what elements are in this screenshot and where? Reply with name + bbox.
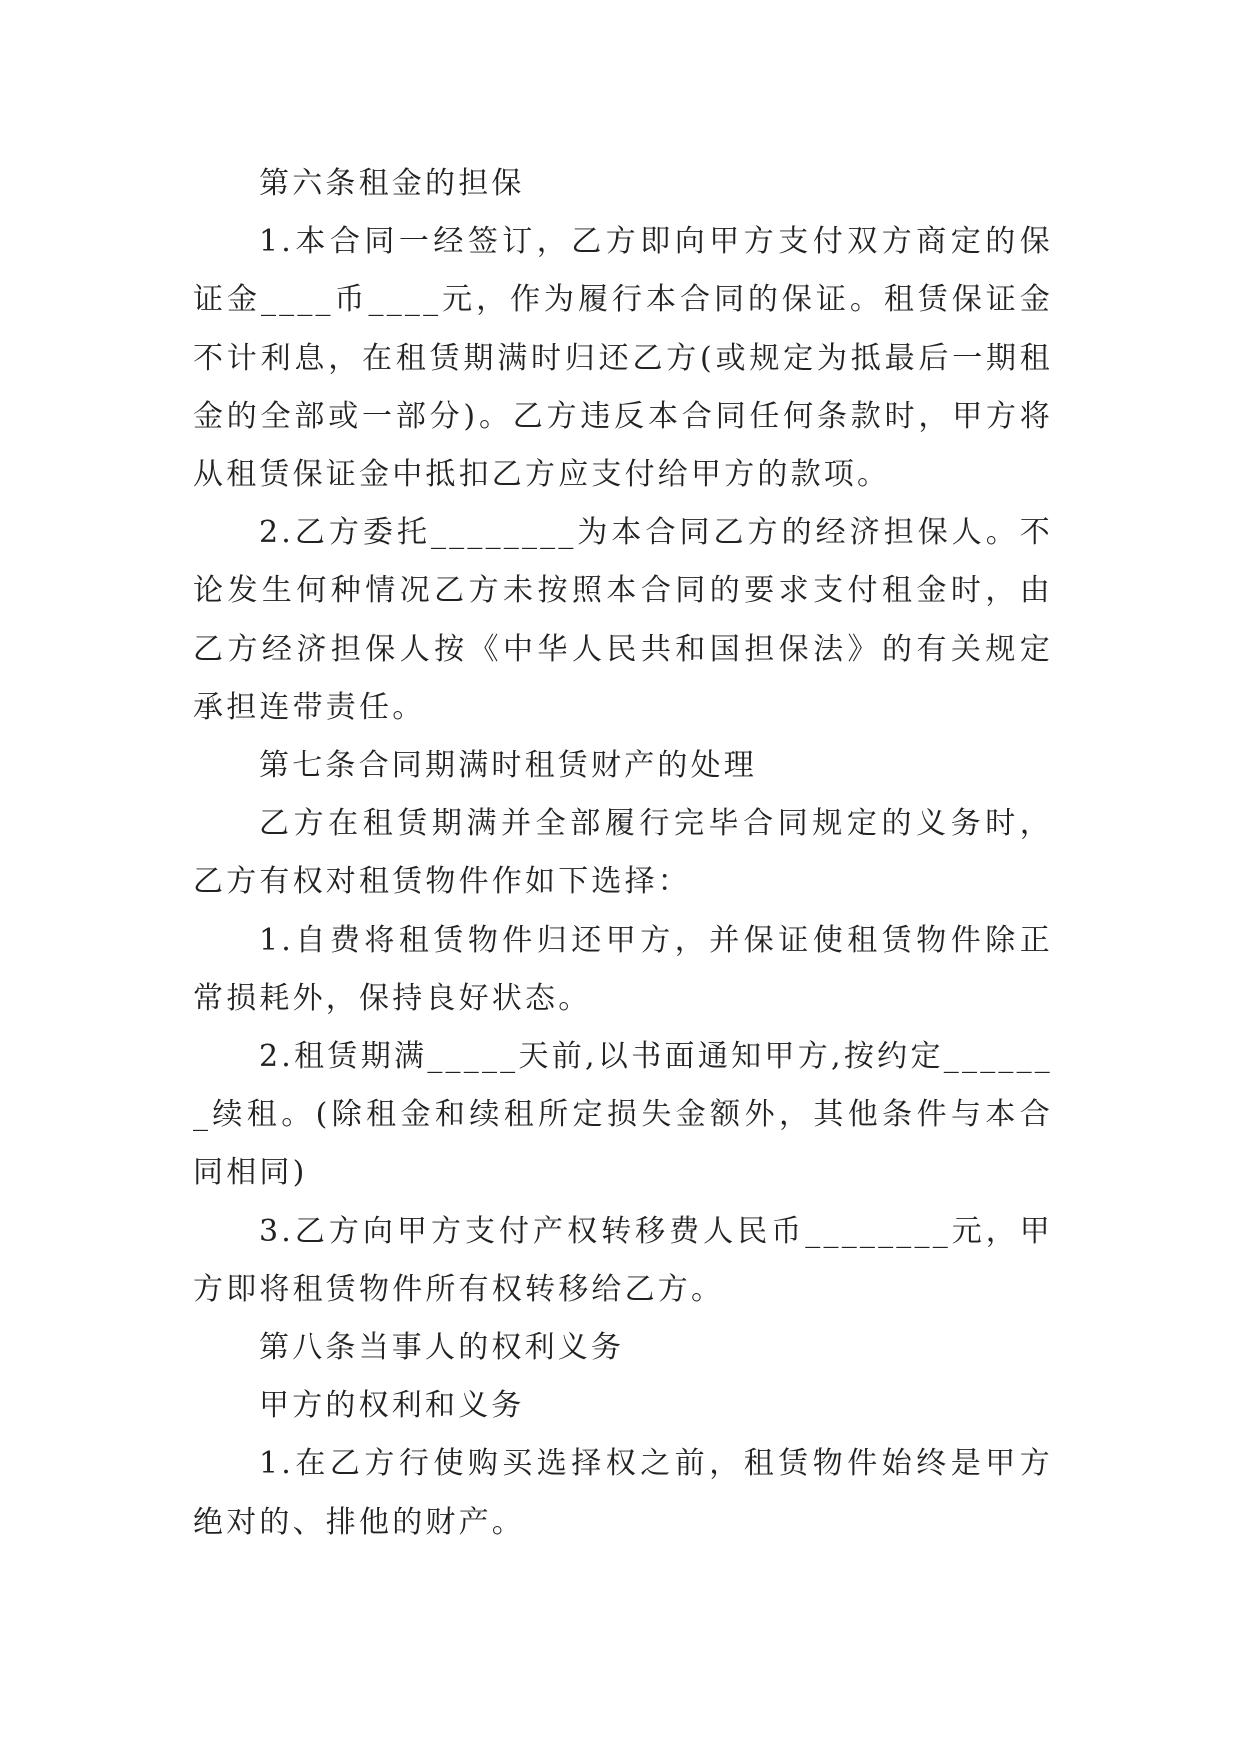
article-8-subheading: 甲方的权利和义务 (259, 1388, 525, 1424)
article-7-intro: 乙方在租赁期满并全部履行完毕合同规定的义务时，乙方有权对租赁物件作如下选择： (193, 806, 1053, 900)
article-7-clause-2: 2.租赁期满_____天前,以书面通知甲方,按约定_______续租。(除租金和续租所定损失金额外，其他条件与本合同相同) (193, 1039, 1053, 1191)
article-8-clause-1: 1.在乙方行使购买选择权之前，租赁物件始终是甲方绝对的、排他的财产。 (193, 1446, 1053, 1540)
document-body (193, 155, 1053, 1552)
article-6-clause-1: 1.本合同一经签订，乙方即向甲方支付双方商定的保证金____币____元，作为履行本合同的保证。租赁保证金不计利息，在租赁期满时归还乙方(或规定为抵最后一期租金的全部或一部分)。乙方违反本合同任何条款时，甲方将从租赁保证金中抵扣乙方应支付给甲方的款项。 (193, 224, 1053, 493)
article-7-clause-3: 3.乙方向甲方支付产权转移费人民币________元，甲方即将租赁物件所有权转移给乙方。 (193, 1213, 1053, 1307)
article-6-clause-2: 2.乙方委托________为本合同乙方的经济担保人。不论发生何种情况乙方未按照本合同的要求支付租金时，由乙方经济担保人按《中华人民共和国担保法》的有关规定承担连带责任。 (193, 515, 1053, 725)
article-8-heading: 第八条当事人的权利义务 (259, 1330, 625, 1366)
article-7-heading: 第七条合同期满时租赁财产的处理 (259, 748, 757, 784)
article-7-clause-1: 1.自费将租赁物件归还甲方，并保证使租赁物件除正常损耗外，保持良好状态。 (193, 922, 1053, 1016)
article-6-heading: 第六条租金的担保 (259, 166, 525, 201)
